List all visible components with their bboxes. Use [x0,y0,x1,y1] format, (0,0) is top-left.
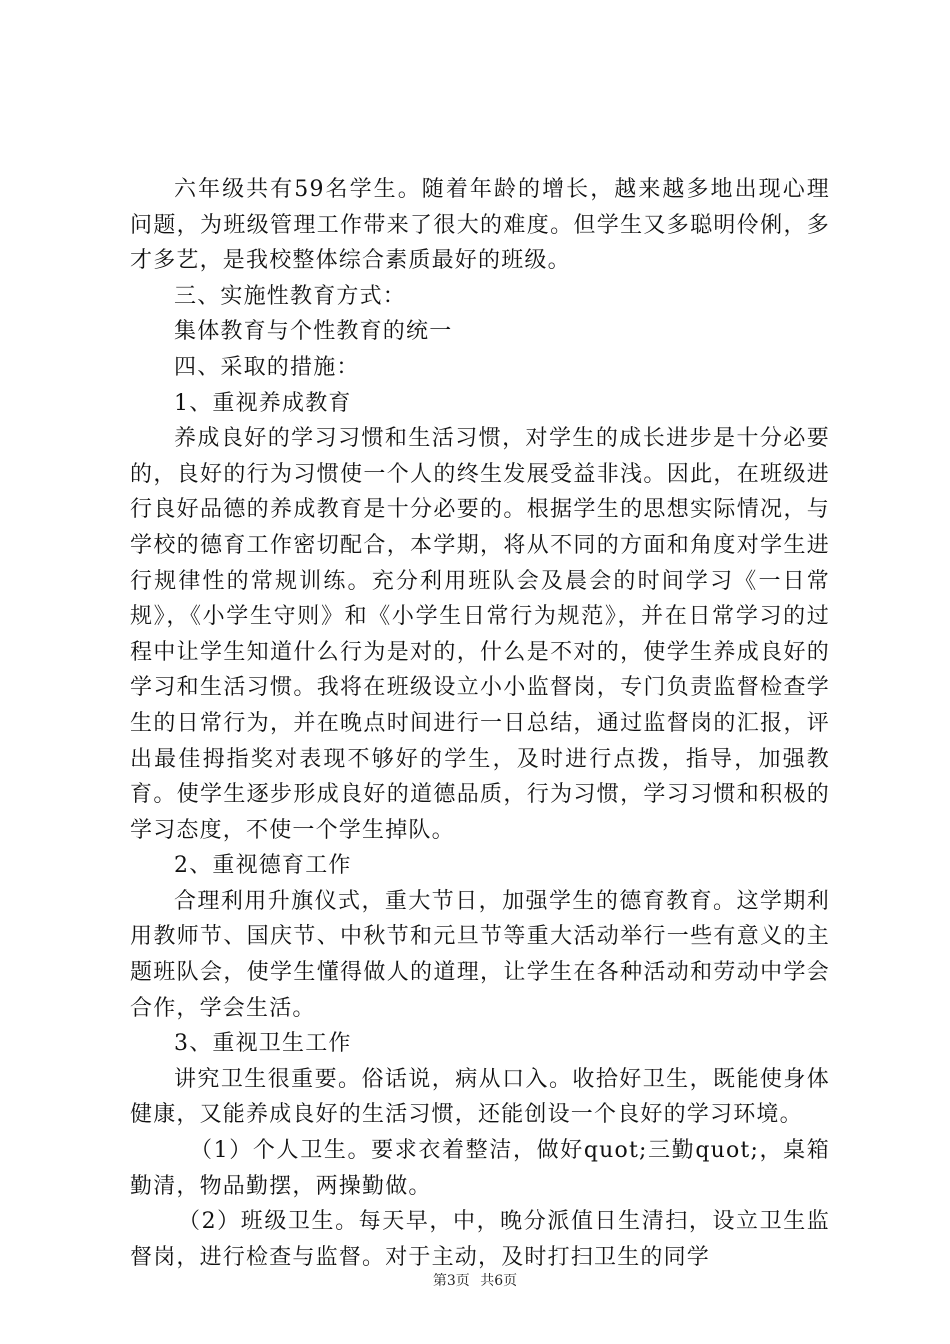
page-total: 共6页 [480,1273,518,1289]
paragraph-moral-education: 合理利用升旗仪式，重大节日，加强学生的德育教育。这学期利用教师节、国庆节、中秋节和元旦节等重大活动举行一些有意义的主题班队会，使学生懂得做人的道理，让学生在各种活动和劳动中学会合作，学会生活。 [130,888,830,1021]
paragraph-habit-education: 养成良好的学习习惯和生活习惯，对学生的成长进步是十分必要的，良好的行为习惯使一个人的终生发展受益非浅。因此，在班级进行良好品德的养成教育是十分必要的。根据学生的思想实际情况，与学校的德育工作密切配合，本学期，将从不同的方面和角度对学生进行规律性的常规训练。充分利用班队会及晨会的时间学习《一日常规》，《小学生守则》和《小学生日常行为规范》，并在日常学习的过程中让学生知道什么行为是对的，什么是不对的，使学生养成良好的学习和生活习惯。我将在班级设立小小监督岗，专门负责监督检查学生的日常行为，并在晚点时间进行一日总结，通过监督岗的汇报，评出最佳拇指奖对表现不够好的学生，及时进行点拨，指导，加强教育。使学生逐步形成良好的道德品质，行为习惯，学习习惯和积极的学习态度，不使一个学生掉队。 [130,426,830,843]
paragraph-education-unity: 集体教育与个性教育的统一 [174,319,453,345]
paragraph-class-overview: 六年级共有59名学生。随着年龄的增长，越来越多地出现心理问题，为班级管理工作带来了很大的难度。但学生又多聪明伶俐，多才多艺，是我校整体综合素质最好的班级。 [130,177,830,274]
document-body [130,172,830,1275]
paragraph-class-hygiene: （2）班级卫生。每天早，中，晚分派值日生清扫，设立卫生监督岗，进行检查与监督。对于主动，及时打扫卫生的同学 [130,1209,830,1270]
heading-habit-education: 1、重视养成教育 [174,390,352,416]
heading-hygiene: 3、重视卫生工作 [174,1031,352,1057]
heading-measures: 四、采取的措施： [174,354,360,380]
heading-education-method: 三、实施性教育方式： [174,283,407,309]
heading-moral-education: 2、重视德育工作 [174,853,352,879]
page-footer [0,1270,950,1290]
paragraph-personal-hygiene: （1）个人卫生。要求衣着整洁，做好quot;三勤quot;，桌箱勤清，物品勤摆，两操勤做。 [130,1138,830,1199]
paragraph-hygiene: 讲究卫生很重要。俗话说，病从口入。收拾好卫生，既能使身体健康，又能养成良好的生活习惯，还能创设一个良好的学习环境。 [130,1066,830,1128]
page-number: 第3页 [432,1273,470,1289]
